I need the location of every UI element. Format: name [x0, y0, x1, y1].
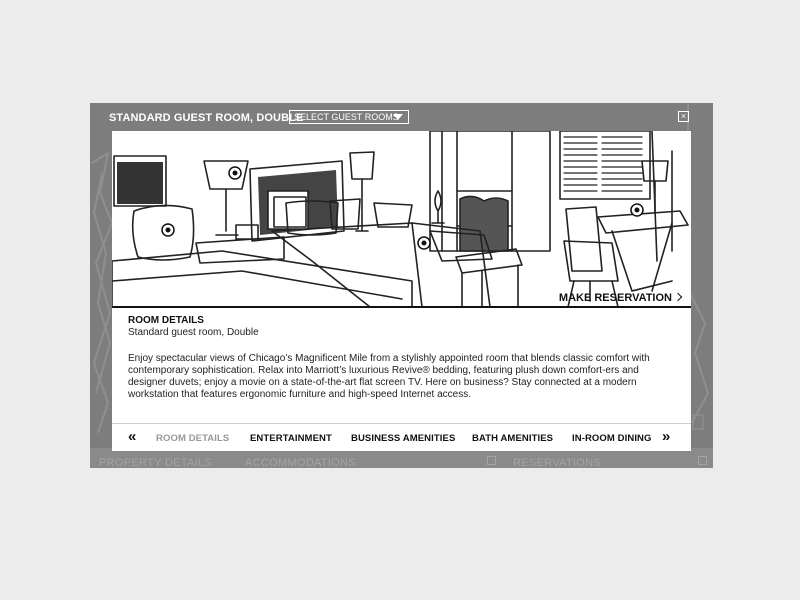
footer-square-icon: [698, 456, 707, 465]
dropdown-triangle-icon: [393, 114, 403, 120]
make-reservation-label: MAKE RESERVATION: [558, 292, 672, 304]
tab-business-amenities[interactable]: BUSINESS AMENITIES: [351, 433, 456, 444]
footer-property-details: PROPERTY DETAILS: [99, 457, 213, 468]
room-details-section: [128, 315, 658, 401]
tab-in-room-dining[interactable]: IN-ROOM DINING: [572, 433, 652, 444]
room-illustration: [112, 131, 691, 307]
close-icon: ×: [680, 111, 687, 121]
details-body: Enjoy spectacular views of Chicago’s Magnificent Mile from a stylishly appointed room that blends classic comfort with contemporary sophistication. Relax into Marriott’s luxurious Revive® bedding, featuring plush down comfort-ers and designer duvets; enjoy a movie on a state-of-the-art flat screen TV. Here on business? Stay connected at a modern workstation that features ergonomic furniture and high-speed Internet access.: [128, 353, 650, 400]
room-sketch: [112, 131, 691, 307]
chevron-right-icon: [674, 293, 682, 301]
hero-divider: [112, 306, 691, 308]
details-subtitle: Standard guest room, Double: [128, 327, 259, 338]
select-guest-rooms-dropdown[interactable]: [289, 110, 409, 124]
modal-panel: [112, 131, 691, 451]
select-guest-rooms-label: SELECT GUEST ROOMS: [294, 112, 399, 122]
next-arrow-icon[interactable]: »: [662, 428, 671, 445]
modal-title: STANDARD GUEST ROOM, DOUBLE: [109, 112, 304, 124]
tab-room-details[interactable]: ROOM DETAILS: [156, 433, 230, 444]
modal-header: [90, 103, 713, 131]
details-heading: ROOM DETAILS: [128, 315, 204, 326]
tab-bath-amenities[interactable]: BATH AMENITIES: [472, 433, 554, 444]
prev-arrow-icon[interactable]: «: [128, 428, 137, 445]
footer-accommodations: ACCOMMODATIONS: [245, 457, 356, 468]
tab-entertainment[interactable]: ENTERTAINMENT: [250, 433, 332, 444]
tab-bar: [112, 423, 691, 452]
make-reservation-link[interactable]: [559, 292, 681, 304]
close-button[interactable]: [678, 111, 689, 122]
footer-reservations: RESERVATIONS: [513, 457, 601, 468]
footer-square-icon: [487, 456, 496, 465]
